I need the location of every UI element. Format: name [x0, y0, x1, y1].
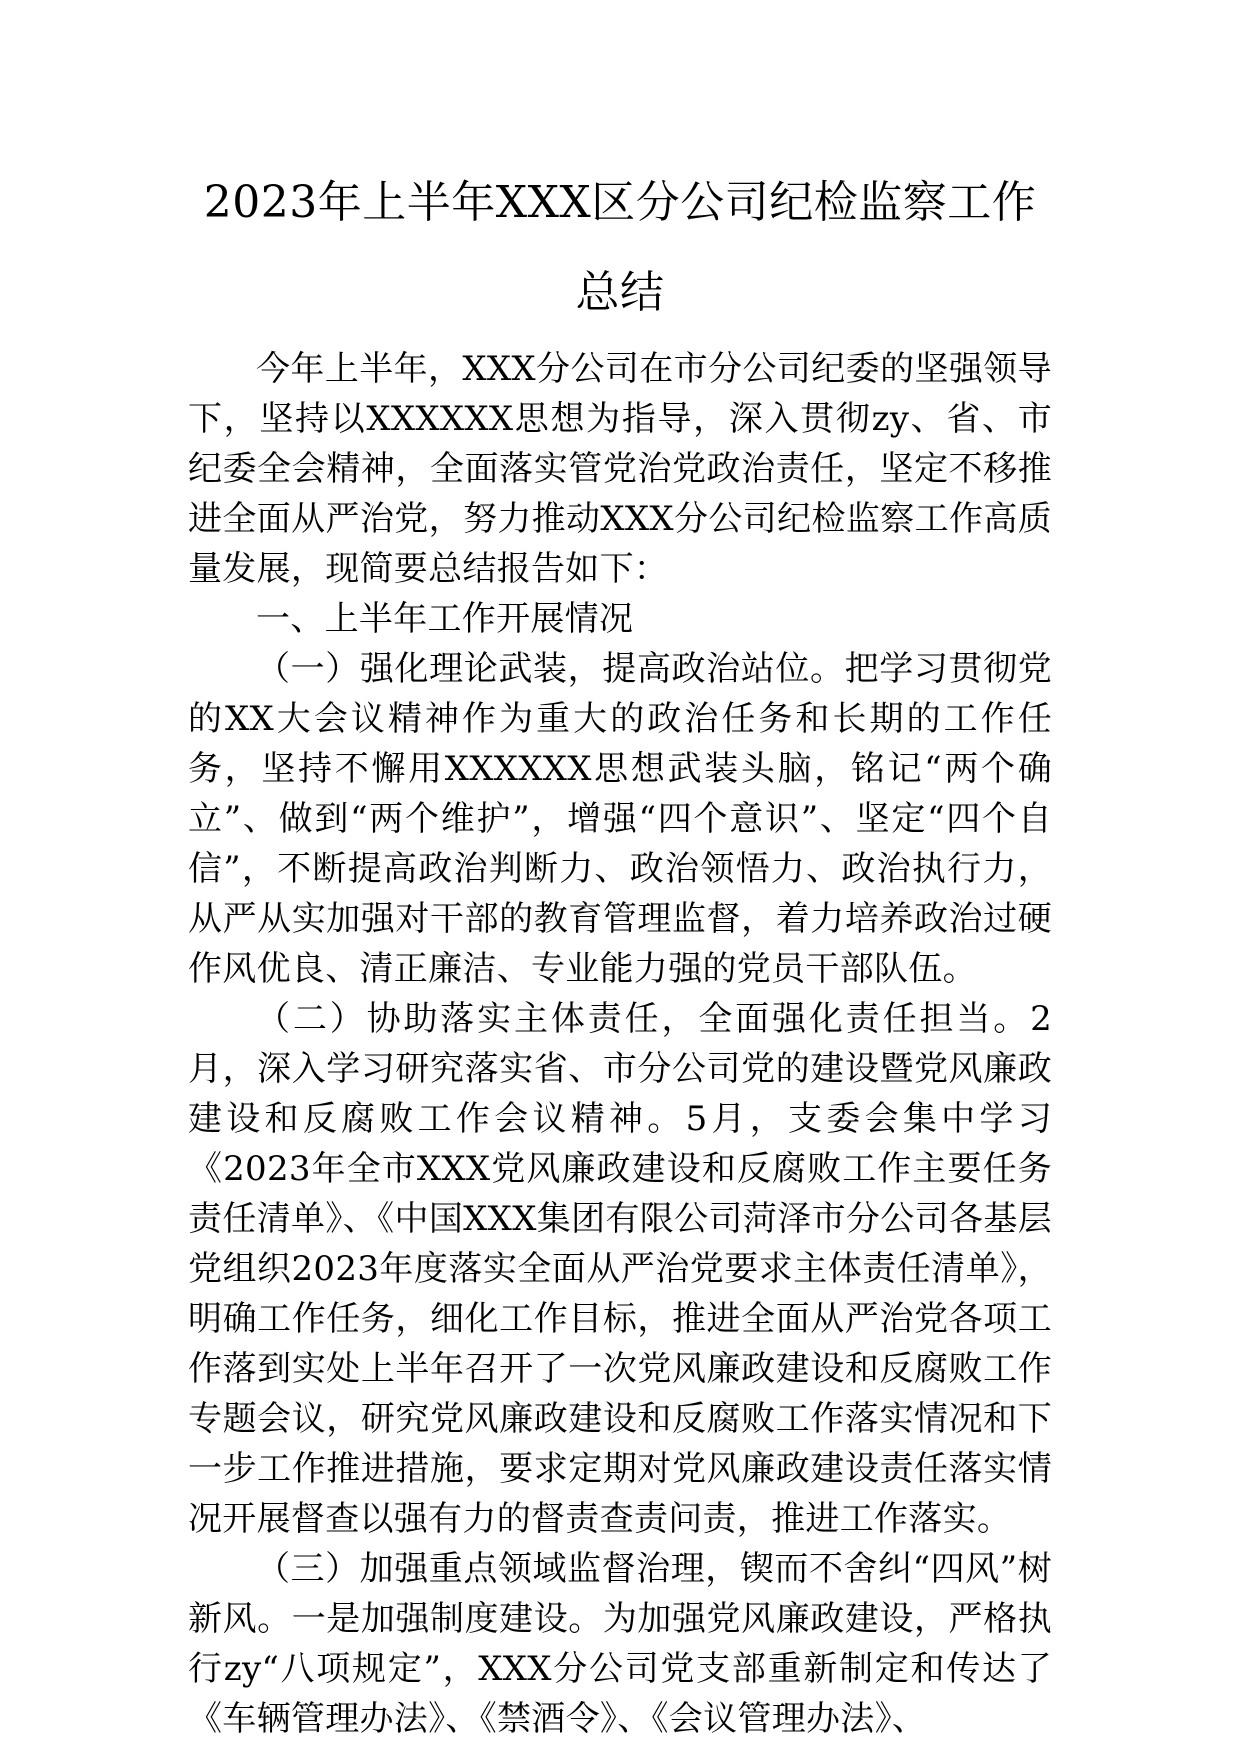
paragraph-item-3: （三）加强重点领域监督治理，锲而不舍纠“四风”树新风。一是加强制度建设。为加强党风廉政建设，严格执行zy“八项规定”，XXX分公司党支部重新制定和传达了《车辆管理办法》、《禁酒令》、《会议管理办法》、	[188, 1549, 1052, 1739]
paragraph-intro: 今年上半年，XXX分公司在市分公司纪委的坚强领导下，坚持以XXXXXX思想为指导，深入贯彻zy、省、市纪委全会精神，全面落实管党治党政治责任，坚定不移推进全面从严治党，努力推动XXX分公司纪检监察工作高质量发展，现简要总结报告如下：	[188, 349, 1052, 589]
document-body	[188, 344, 1052, 1744]
document-title: 2023年上半年XXX区分公司纪检监察工作总结	[203, 177, 1037, 318]
paragraph-item-2: （二）协助落实主体责任，全面强化责任担当。2月，深入学习研究落实省、市分公司党的建设暨党风廉政建设和反腐败工作会议精神。5月，支委会集中学习《2023年全市XXX党风廉政建设和反腐败工作主要任务责任清单》、《中国XXX集团有限公司菏泽市分公司各基层党组织2023年度落实全面从严治党要求主体责任清单》，明确工作任务，细化工作目标，推进全面从严治党各项工作落到实处上半年召开了一次党风廉政建设和反腐败工作专题会议，研究党风廉政建设和反腐败工作落实情况和下一步工作推进措施，要求定期对党风廉政建设责任落实情况开展督查以强有力的督责查责问责，推进工作落实。	[188, 999, 1052, 1539]
section-heading-1: 一、上半年工作开展情况	[256, 599, 634, 639]
paragraph-item-1: （一）强化理论武装，提高政治站位。把学习贯彻党的XX大会议精神作为重大的政治任务和长期的工作任务，坚持不懈用XXXXXX思想武装头脑，铭记“两个确立”、做到“两个维护”，增强“四个意识”、坚定“四个自信”，不断提高政治判断力、政治领悟力、政治执行力，从严从实加强对干部的教育管理监督，着力培养政治过硬作风优良、清正廉洁、专业能力强的党员干部队伍。	[188, 649, 1052, 989]
